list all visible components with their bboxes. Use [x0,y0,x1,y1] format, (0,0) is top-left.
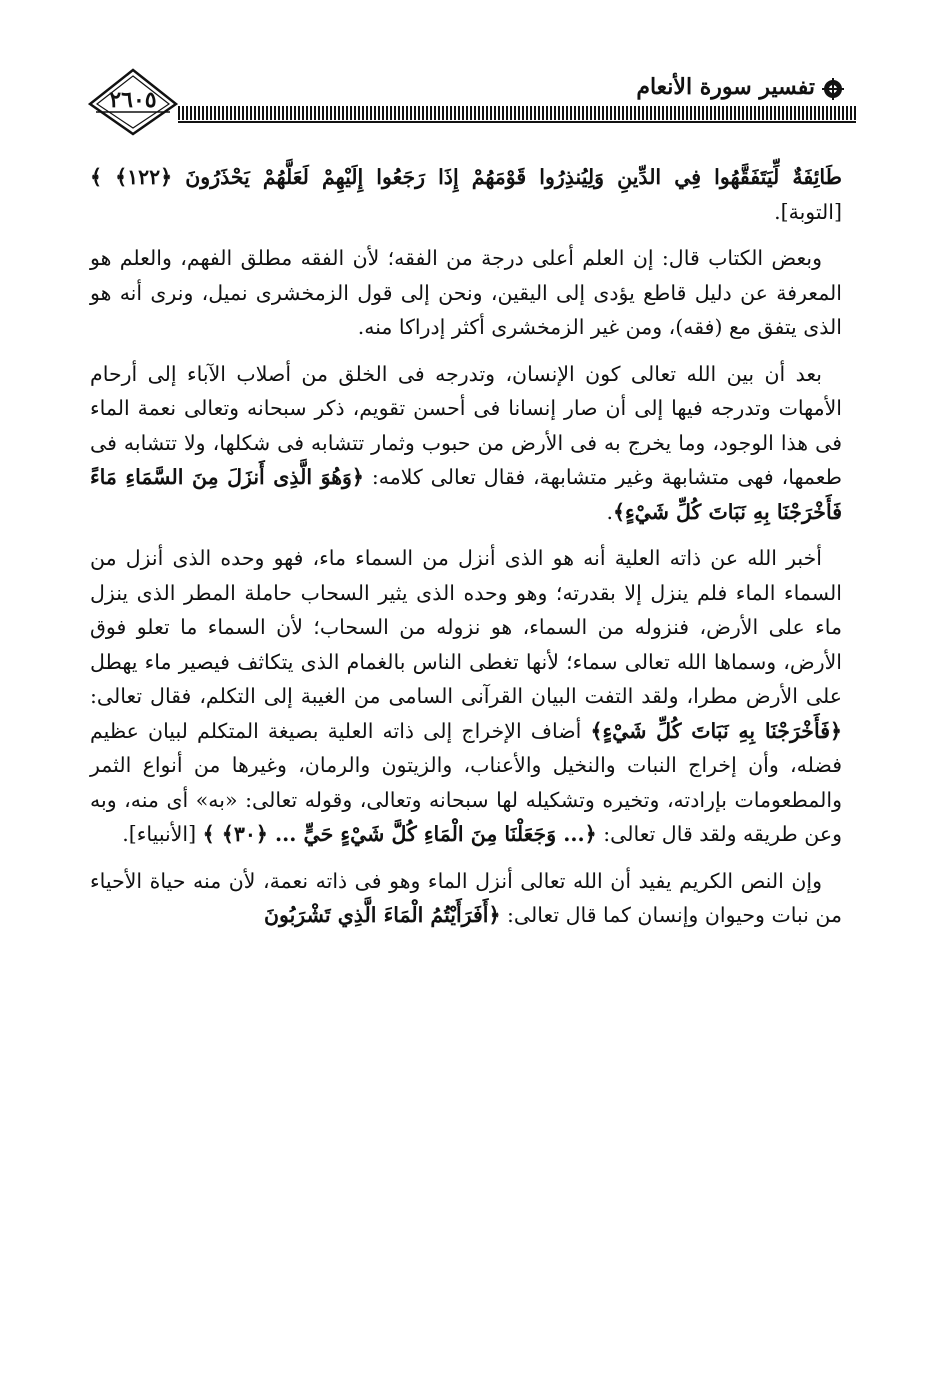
paragraph-end: . [606,499,613,524]
page-number: ٢٦٠٥ [109,87,157,113]
surah-reference: [التوبة]. [774,199,842,224]
paragraph-2: وبعض الكتاب قال: إن العلم أعلى درجة من الفقه؛ لأن الفقه مطلق الفهم، والعلم هو المعرفة عن دليل قاطع يؤدى إلى اليقين، ونحن إلى قول الزمخشرى نميل، ونرى أنه هو الذى يتفق مع (فقه)، ومن غير الزمخشرى أكثر إدراكا منه. [90,246,842,339]
paragraph-1 [90,160,842,229]
page-number-badge [88,68,178,138]
quran-verse: ﴿وَهُوَ الَّذِى أَنزَلَ مِنَ السَّمَاءِ مَاءً فَأَخْرَجْنَا بِهِ نَبَاتَ كُلِّ شَيْءٍ﴾ [90,465,842,524]
quran-verse: ﴿فَأَخْرَجْنَا بِهِ نَبَاتَ كُلِّ شَيْءٍ﴾ [590,718,843,743]
page-header [0,0,930,150]
quran-verse: ﴿أَفَرَأَيْتُمُ الْمَاءَ الَّذِي تَشْرَبُونَ [263,903,501,927]
quran-verse: ﴿... وَجَعَلْنَا مِنَ الْمَاءِ كُلَّ شَيْءٍ حَيٍّ ... ﴿٣٠﴾ ﴾ [202,822,597,846]
quran-verse: طَائِفَةٌ لِّيَتَفَقَّهُوا فِي الدِّينِ وَلِيُنذِرُوا قَوْمَهُمْ إِذَا رَجَعُوا إِلَيْهِمْ لَعَلَّهُمْ يَحْذَرُونَ ﴿١٢٢﴾ ﴾ [90,165,842,189]
paragraph-4 [90,541,842,852]
paragraph-3 [90,357,842,530]
running-title: تفسير سورة الأنعام [636,74,815,100]
paragraph-text: وإن النص الكريم يفيد أن الله تعالى أنزل الماء وهو فى ذاته نعمة، لأن منه حياة الأحياء من نبات وحيوان وإنسان كما قال تعالى: [90,868,842,927]
round-ornament-icon [822,78,844,100]
header-rule [178,106,856,120]
page-body [90,160,842,945]
paragraph-text: أخبر الله عن ذاته العلية أنه هو الذى أنزل من السماء ماء، فهو وحده الذى أنزل من السماء الماء فلم ينزل إلا بقدرته؛ وهو وحده الذى يثير السحاب حاملة المطر الذى ينزل ماء على الأرض، فنزوله من السماء، هو نزوله من السحاب؛ لأن السماء ما تعلو فوق الأرض، وسماها الله تعالى سماء؛ لأنها تغطى الناس بالغمام الذى يتكاثف فيصير ماء يهطل على الأرض مطرا، ولقد التفت البيان القرآنى السامى من الغيبة إلى التكلم، فقال تعالى: [90,546,842,708]
paragraph-text: بعد أن بين الله تعالى كون الإنسان، وتدرجه فى الخلق من أصلاب الآباء إلى أرحام الأمهات وتدرجه فيها إلى أن صار إنسانا فى أحسن تقويم، ذكر سبحانه وتعالى نعمة الماء فى هذا الوجود، وما يخرج به فى الأرض من حبوب وثمار تتشابه فى شكلها، ولا تتشابه فى طعمها، فهى متشابهة وغير متشابهة، فقال تعالى كلامه: [90,361,842,489]
surah-reference: [الأنبياء]. [122,822,203,846]
paragraph-5 [90,864,842,933]
paragraph-text: أضاف الإخراج إلى ذاته العلية بصيغة المتكلم لبيان عظيم فضله، وأن إخراج النبات والنخيل والأعناب، والزيتون والرمان، وغيرها من أنواع الثمر والمطعومات بإرادته، وتخيره وتشكيله لها سبحانه وتعالى، وقوله تعالى: «به» أى منه، وبه وعن طريقه ولقد قال تعالى: [90,718,842,846]
